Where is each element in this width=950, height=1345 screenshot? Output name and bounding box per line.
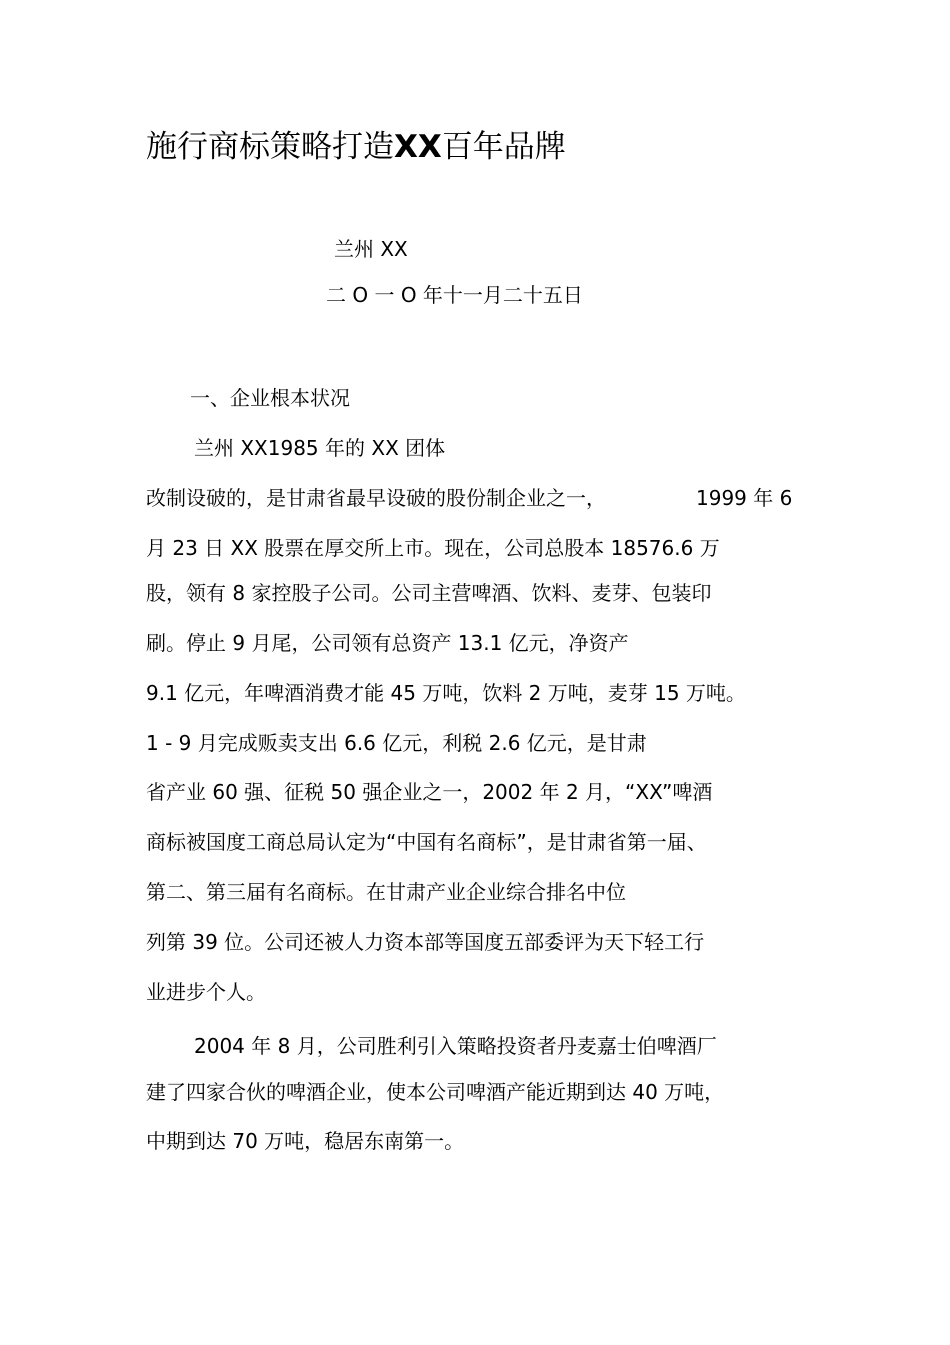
paragraph-line: 中期到达 70 万吨，稳居东南第一。: [146, 1129, 465, 1153]
paragraph-line: 建了四家合伙的啤酒企业，使本公司啤酒产能近期到达 40 万吨，: [146, 1080, 725, 1104]
title-latin: XX: [394, 129, 442, 165]
paragraph-line: 2004 年 8 月，公司胜利引入策略投资者丹麦嘉士伯啤酒厂: [194, 1034, 717, 1058]
paragraph-line: 商标被国度工商总局认定为“中国有名商标”，是甘肃省第一届、: [146, 830, 707, 854]
paragraph-line: 股，领有 8 家控股子公司。公司主营啤酒、饮料、麦芽、包装印: [146, 581, 712, 605]
paragraph-line: 第二、第三届有名商标。在甘肃产业企业综合排名中位: [146, 880, 626, 904]
paragraph-line: 改制设破的，是甘肃省最早设破的股份制企业之一，: [146, 486, 606, 510]
paragraph-line: 列第 39 位。公司还被人力资本部等国度五部委评为天下轻工行: [146, 930, 705, 954]
author-line: 兰州 XX: [334, 237, 408, 261]
paragraph-line: 业进步个人。: [146, 980, 266, 1004]
document-title: [146, 124, 566, 170]
paragraph-line: 9.1 亿元，年啤酒消费才能 45 万吨，饮料 2 万吨，麦芽 15 万吨。: [146, 681, 746, 705]
paragraph-line: 月 23 日 XX 股票在厚交所上市。现在，公司总股本 18576.6 万: [146, 536, 720, 560]
title-suffix: 百年品牌: [441, 129, 566, 165]
section-heading: 一、企业根本状况: [190, 386, 350, 410]
paragraph-line: 1 - 9 月完成贩卖支出 6.6 亿元，利税 2.6 亿元，是甘肃: [146, 731, 647, 755]
paragraph-line: 省产业 60 强、征税 50 强企业之一，2002 年 2 月，“XX”啤酒: [146, 780, 713, 804]
paragraph-line: 兰州 XX1985 年的 XX 团体: [194, 436, 446, 460]
paragraph-line-tail: 1999 年 6: [696, 486, 793, 510]
date-line: 二 O 一 O 年十一月二十五日: [326, 283, 583, 307]
paragraph-line: 刷。停止 9 月尾，公司领有总资产 13.1 亿元，净资产: [146, 631, 629, 655]
title-prefix: 施行商标策略打造: [146, 129, 394, 165]
